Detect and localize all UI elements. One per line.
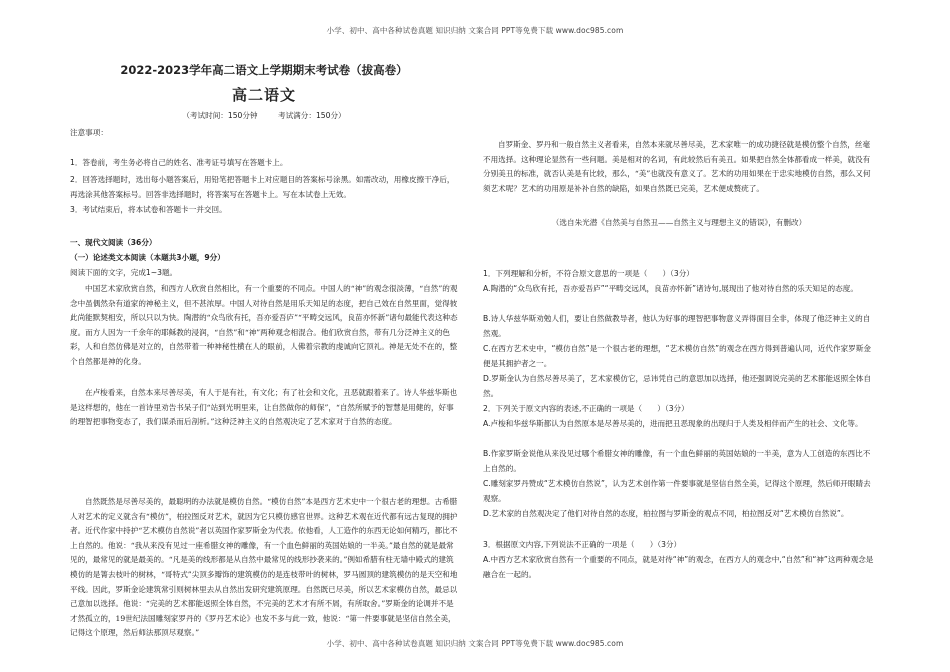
question-2-option-a: A.卢梭和华兹华斯都认为自然原本是尽善尽美的，进而把丑恶现象的出现归于人类及相伴而产生的社会、文化等。 (483, 419, 863, 428)
question-1-option-c: C.在西方艺术史中，“模仿自然”是一个很古老的理想，“艺术模仿自然”的观念在西方得到普遍认同，近代作家罗斯金便是其拥护者之一。 (483, 344, 871, 368)
exam-score: 考试满分：150分） (278, 111, 346, 120)
notice-heading: 注意事项： (70, 128, 108, 137)
question-1-option-b: B.诗人华兹华斯劝勉人们，要让自然做教导者，他认为好事的理智把事物意义弄得面目全非，体现了他泛神主义的自然观。 (483, 314, 871, 338)
passage-source: （选自朱光潜《自然美与自然丑——自然主义与理想主义的错误》，有删改） (551, 218, 807, 227)
sub-section-heading: （一）论述类文本阅读（本题共3小题，9分） (70, 253, 225, 262)
passage-paragraph-3: 自然既然是尽善尽美的，最聪明的办法就是模仿自然。“模仿自然”本是西方艺术史中一个很古老的理想。古希腊人对艺术的定义就含有“模仿”，柏拉图反对艺术，就因为它只模仿感官世界。这种艺术观在近代都有远古复现的拥护者。近代作家中持护“艺术模仿自然说”者以英国作家罗斯金为代表。依他看，人工造作的东西无论如何精巧，都比不上自然的。他说：“我从来没有见过一座希腊女神的雕像，有一个血色鲜丽的英国姑娘的一半美。”最自然的就是最常见的，最常见的就是最美的。“凡是美的线形都是从自然中最常见的线形抄袭来的。”例如希腊有柱无墙中殿式的建筑模仿的是箐去枝叶的树林，“哥特式”尖顶多瓣饰的建筑模仿的是连枝带叶的树林，罗马圆顶的建筑模仿的是天空和地平线。因此，罗斯金论建筑常引则树林里去从自然出发研究建筑原理。自然既已尽美，所以艺术家模仿自然，最忌以己意加以选择。他说：“完美的艺术都能返照全体自然，不完美的艺术才有所不屑，有所取舍。”罗斯金的论调并不是才然孤立的，19世纪法国雕刻家罗丹的《罗丹艺术论》也发不多与此一致，他说：“第一件要事就是坚信自然全美，记得这个原理，然后师法那顶尽观察。” (70, 497, 458, 638)
reading-instruction: 阅读下面的文字，完成1~3题。 (70, 268, 178, 277)
passage-paragraph-1: 中国艺术家欣赏自然，和西方人欣赏自然相比，有一个重要的不同点。中国人的“神”的观念很淡薄，“自然”的观念中虽偶然杂有道家的神秘主义，但不甚浓厚。中国人对待自然是用乐天知足的态度，把自己效在自然里面，觉得彼此尚能默契相安，所以只以为快。陶潜的“众鸟欣有托，吾亦爱吾庐”“平畴交远风，良苗亦怀新”诸句最能代表这种态度。而方人因为一千余年的耶稣教的浸润，“自然”和“神”两种观念相混合。他们欣赏自然，带有几分泛神主义的色彩，人和自然仿佛是对立的，自然带着一种神秘性横在人的眼前，人佛着宗教的虔诚向它顶礼。神是无处不在的，整个自然都是神的化身。 (70, 284, 458, 366)
passage-paragraph-2: 在卢梭看来，自然本来尽善尽美，有人于是有社，有文化；有了社会和文化，丑恶就跟着来了。诗人华兹华斯也是这样想的，他在一首诗里劝告书呆子们“站到光明里来，让自然做你的师保”，“自然所赋予的智慧是用健的，好事的理智把事物变态了，我们谋杀而后剖析。”这种泛神主义的自然观决定了艺术家对于自然的态度。 (70, 388, 458, 427)
question-2-option-c: C.雕刻家罗丹赞成“艺术模仿自然说”，认为艺术创作第一件要事就是坚信自然全美，记得这个原理，然后师开眼睛去观察。 (483, 479, 871, 503)
page-footer-banner: 小学、初中、高中各种试卷真题 知识归纳 文案合同 PPT等免费下载 www.doc985.com (326, 639, 624, 648)
notice-item-3: 3．考试结束后，将本试卷和答题卡一并交回。 (70, 205, 227, 214)
question-1-option-a: A.陶潜的“众鸟欣有托，吾亦爱吾庐”“平畴交远风，良苗亦怀新”诸诗句,展现出了他对待自然的乐天知足的态度。 (483, 284, 858, 293)
page-header-banner: 小学、初中、高中各种试卷真题 知识归纳 文案合同 PPT等免费下载 www.doc985.com (326, 26, 624, 35)
question-3-option-a: A.中西方艺术家欣赏自然有一个重要的不同点，就是对待“神”的观念，在西方人的观念中,“自然”和“神”这两种观念是融合在一起的。 (483, 555, 874, 579)
passage-paragraph-4: 自罗斯金、罗丹和一般自然主义者看来，自然本来就尽善尽美，艺术家唯一的成功捷径就是模仿整个自然，丝毫不用选择。这种理论显然有一些问题。美是相对的名词，有此较然后有美丑。如果把自然全体都看成一样美，就没有分别美丑的标准，就否认美是有比较，那么，“美”也就没有意义了。艺术的功用如果在于忠实地模仿自然，那么又何须艺术呢？艺术的功用原是补补自然的缺陷，如果自然既已完美，艺术便成赘疣了。 (483, 140, 871, 193)
question-2-option-b: B.作家罗斯金说他从来没见过哪个希腊女神的雕像，有一个血色鲜丽的英国姑娘的一半美，意为人工创造的东西比不上自然的。 (483, 449, 871, 473)
section-heading: 一、现代文阅读（36分） (70, 238, 157, 247)
question-3-stem: 3．根据原文内容,下列说法不正确的一项是（ ）（3分） (483, 540, 682, 549)
notice-item-1: 1．答卷前，考生务必将自己的姓名、准考证号填写在答题卡上。 (70, 158, 288, 167)
exam-meta (70, 110, 458, 121)
exam-title: 2022-2023学年高二语文上学期期末考试卷（拔高卷） (120, 63, 408, 77)
question-2-option-d: D.艺术家的自然观决定了他们对待自然的态度，柏拉图与罗斯金的观点不同，柏拉图反对“艺术模仿自然说”。 (483, 509, 849, 518)
exam-subject: 高二语文 (231, 86, 296, 104)
notice-item-2: 2．回答选择题时，选出每小题答案后，用铅笔把答题卡上对应题目的答案标号涂黑。如需改动，用橡皮擦干净后，再选涂其他答案标号。回答非选择题时，将答案写在答题卡上。写在本试卷上无效。 (70, 175, 455, 199)
question-1-option-d: D.罗斯金认为自然尽善尽美了，艺术家模仿它，忌讳凭自己的意思加以选择，他还强调说完美的艺术都能返照全体自然。 (483, 374, 871, 398)
exam-time: （考试时间：150分钟 (182, 111, 258, 120)
question-2-stem: 2．下列关于原文内容的表述,不正确的一项是（ ）（3分） (483, 404, 689, 413)
question-1-stem: 1．下列理解和分析，不符合原文意思的一项是（ ）（3分） (483, 269, 694, 278)
